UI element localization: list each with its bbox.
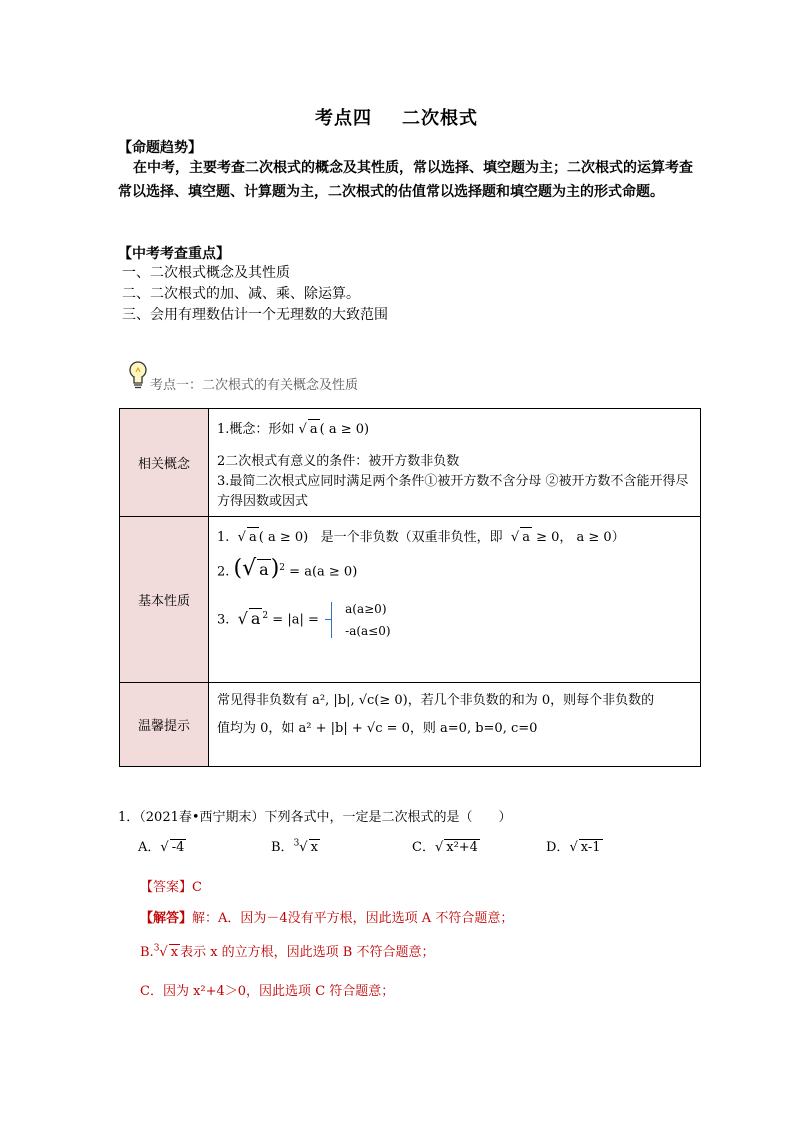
title-part-a: 考点四 <box>315 108 372 129</box>
option-b: B．$^3$√ x <box>271 838 318 855</box>
concept-line: 1.概念：形如 √ a ( a ≥ 0) <box>217 419 692 440</box>
option-a: A．√ -4 <box>138 840 185 855</box>
simplest-form-line: 3.最简二次根式应同时满足两个条件①被开方数不含分母 ②被开方数不含能开得尽方得因数或因式 <box>217 474 689 509</box>
title-part-b: 二次根式 <box>402 108 478 129</box>
table-row <box>120 517 701 683</box>
row-body <box>209 517 701 683</box>
knowledge-table <box>119 408 701 767</box>
trend-paragraph <box>118 156 693 204</box>
focus-list <box>122 263 388 326</box>
solution-b: B.$^3$√ x 表示 x 的立方根，因此选项 B 不符合题意； <box>140 943 435 960</box>
property-3: 3. √ a $^2$ = |a| = a(a≥0) -a(a≤0) <box>217 598 692 642</box>
row-body <box>209 683 701 767</box>
kp1-header <box>128 360 428 396</box>
solution-a: 【解答】解：A．因为－4没有平方根，因此选项 A 不符合题意； <box>140 911 514 926</box>
sqrt-expression: √ a ( a ≥ 0) <box>299 422 370 437</box>
option-c: C．√ x²+4 <box>412 840 478 855</box>
row-body <box>209 409 701 517</box>
trend-heading: 【命题趋势】 <box>118 140 202 156</box>
focus-item: 三、会用有理数估计一个无理数的大致范围 <box>122 307 388 323</box>
table-row <box>120 683 701 767</box>
solution-c: C．因为 x²+4＞0，因此选项 C 符合题意； <box>140 984 395 999</box>
piecewise-brace <box>323 598 341 642</box>
focus-item: 二、二次根式的加、减、乘、除运算。 <box>122 286 360 302</box>
row-head: 温馨提示 <box>120 683 209 767</box>
table-row <box>120 409 701 517</box>
property-2: 2. (√ a)$^2$ = a(a ≥ 0) <box>217 556 358 582</box>
focus-heading: 【中考考查重点】 <box>118 246 230 262</box>
property-1: 1. √ a ( a ≥ 0) 是一个非负数（双重非负性，即 √ a ≥ 0， a ≥ 0） <box>217 527 692 548</box>
answer-line: 【答案】C <box>140 880 202 895</box>
lightbulb-icon <box>128 360 148 390</box>
tip-line-2: 值均为 0，如 a² + |b| + √c = 0，则 a=0, b=0, c=0 <box>217 721 538 736</box>
trend-text: 在中考，主要考查二次根式的概念及其性质，常以选择、填空题为主；二次根式的运算考查常以选择、填空题、计算题为主，二次根式的估值常以选择题和填空题为主的形式命题。 <box>118 160 693 200</box>
option-d: D．√ x-1 <box>546 840 601 855</box>
row-head: 相关概念 <box>120 409 209 517</box>
tip-line-1: 常见得非负数有 a², |b|, √c(≥ 0)，若几个非负数的和为 0，则每个非负数的 <box>217 693 655 708</box>
piecewise-cases: a(a≥0) -a(a≤0) <box>345 602 391 638</box>
row-head: 基本性质 <box>120 517 209 683</box>
focus-item: 一、二次根式概念及其性质 <box>122 265 290 281</box>
page-title <box>0 104 793 130</box>
kp1-label: 考点一：二次根式的有关概念及性质 <box>150 378 359 393</box>
condition-line: 2二次根式有意义的条件：被开方数非负数 <box>217 454 460 469</box>
question-stem: 1．（2021春•西宁期末）下列各式中，一定是二次根式的是（ ） <box>118 810 512 825</box>
